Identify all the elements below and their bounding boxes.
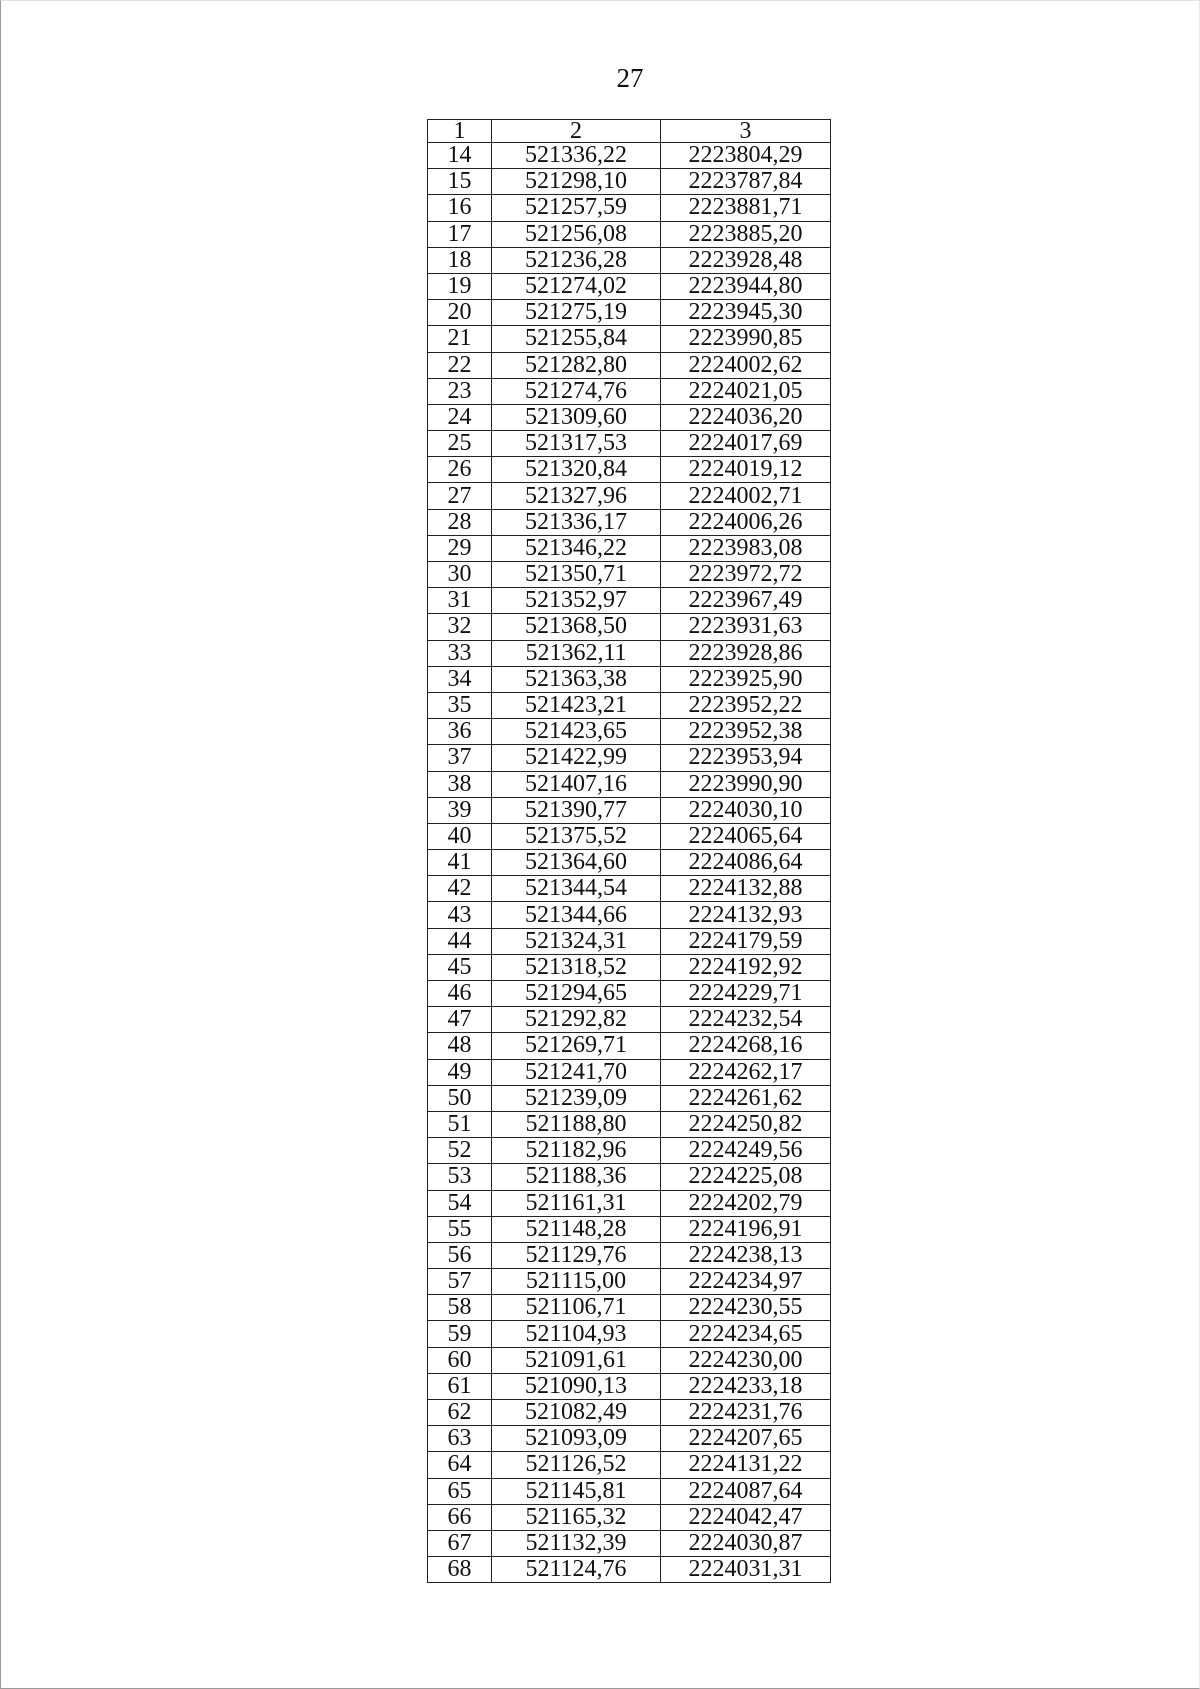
cell-point-number: 21 xyxy=(428,326,492,352)
cell-point-number: 51 xyxy=(428,1111,492,1137)
cell-y: 2224021,05 xyxy=(661,378,831,404)
table-row xyxy=(428,457,831,483)
cell-point-number: 63 xyxy=(428,1426,492,1452)
table-row xyxy=(428,1426,831,1452)
cell-point-number: 26 xyxy=(428,457,492,483)
table-header-row xyxy=(428,120,831,143)
table-row xyxy=(428,1478,831,1504)
cell-x: 521275,19 xyxy=(492,300,661,326)
cell-point-number: 16 xyxy=(428,195,492,221)
cell-y: 2224179,59 xyxy=(661,928,831,954)
cell-point-number: 46 xyxy=(428,981,492,1007)
cell-y: 2224192,92 xyxy=(661,954,831,980)
table-row xyxy=(428,1504,831,1530)
table-row xyxy=(428,692,831,718)
cell-y: 2224019,12 xyxy=(661,457,831,483)
table-row xyxy=(428,1007,831,1033)
cell-x: 521362,11 xyxy=(492,640,661,666)
cell-x: 521161,31 xyxy=(492,1190,661,1216)
cell-x: 521188,36 xyxy=(492,1164,661,1190)
cell-x: 521236,28 xyxy=(492,247,661,273)
table-row xyxy=(428,404,831,430)
table-row xyxy=(428,823,831,849)
cell-x: 521124,76 xyxy=(492,1557,661,1583)
cell-y: 2224006,26 xyxy=(661,509,831,535)
cell-y: 2224249,56 xyxy=(661,1138,831,1164)
cell-y: 2223945,30 xyxy=(661,300,831,326)
table-row xyxy=(428,1321,831,1347)
cell-point-number: 53 xyxy=(428,1164,492,1190)
cell-y: 2224231,76 xyxy=(661,1400,831,1426)
cell-y: 2223972,72 xyxy=(661,562,831,588)
table-row xyxy=(428,1190,831,1216)
cell-x: 521145,81 xyxy=(492,1478,661,1504)
cell-point-number: 45 xyxy=(428,954,492,980)
cell-y: 2224036,20 xyxy=(661,404,831,430)
cell-y: 2223944,80 xyxy=(661,273,831,299)
cell-point-number: 48 xyxy=(428,1033,492,1059)
table-row xyxy=(428,771,831,797)
table-row xyxy=(428,588,831,614)
header-cell-x: 2 xyxy=(492,120,661,143)
cell-point-number: 56 xyxy=(428,1242,492,1268)
table-row xyxy=(428,1295,831,1321)
cell-point-number: 14 xyxy=(428,143,492,169)
cell-x: 521165,32 xyxy=(492,1504,661,1530)
table-row xyxy=(428,247,831,273)
cell-y: 2223967,49 xyxy=(661,588,831,614)
cell-point-number: 36 xyxy=(428,719,492,745)
cell-point-number: 15 xyxy=(428,169,492,195)
cell-x: 521104,93 xyxy=(492,1321,661,1347)
cell-x: 521368,50 xyxy=(492,614,661,640)
table-row xyxy=(428,273,831,299)
cell-y: 2224225,08 xyxy=(661,1164,831,1190)
table-row xyxy=(428,1216,831,1242)
cell-point-number: 54 xyxy=(428,1190,492,1216)
cell-point-number: 33 xyxy=(428,640,492,666)
page-number: 27 xyxy=(616,63,644,93)
cell-x: 521390,77 xyxy=(492,797,661,823)
header-cell-y: 3 xyxy=(661,120,831,143)
cell-y: 2224086,64 xyxy=(661,850,831,876)
cell-y: 2224234,97 xyxy=(661,1269,831,1295)
cell-x: 521318,52 xyxy=(492,954,661,980)
table-row xyxy=(428,954,831,980)
cell-point-number: 41 xyxy=(428,850,492,876)
cell-x: 521320,84 xyxy=(492,457,661,483)
cell-x: 521336,17 xyxy=(492,509,661,535)
cell-y: 2224261,62 xyxy=(661,1085,831,1111)
cell-point-number: 30 xyxy=(428,562,492,588)
cell-point-number: 50 xyxy=(428,1085,492,1111)
table-row xyxy=(428,431,831,457)
cell-x: 521309,60 xyxy=(492,404,661,430)
cell-y: 2224196,91 xyxy=(661,1216,831,1242)
cell-point-number: 23 xyxy=(428,378,492,404)
cell-x: 521082,49 xyxy=(492,1400,661,1426)
cell-point-number: 39 xyxy=(428,797,492,823)
cell-point-number: 52 xyxy=(428,1138,492,1164)
table-row xyxy=(428,640,831,666)
cell-x: 521375,52 xyxy=(492,823,661,849)
cell-x: 521256,08 xyxy=(492,221,661,247)
table-row xyxy=(428,902,831,928)
table-row xyxy=(428,562,831,588)
cell-x: 521188,80 xyxy=(492,1111,661,1137)
table-row xyxy=(428,483,831,509)
cell-y: 2223885,20 xyxy=(661,221,831,247)
table-row xyxy=(428,1242,831,1268)
cell-x: 521129,76 xyxy=(492,1242,661,1268)
cell-x: 521352,97 xyxy=(492,588,661,614)
table-row xyxy=(428,1059,831,1085)
cell-y: 2223990,85 xyxy=(661,326,831,352)
cell-x: 521090,13 xyxy=(492,1373,661,1399)
table-row xyxy=(428,326,831,352)
cell-x: 521294,65 xyxy=(492,981,661,1007)
cell-y: 2224031,31 xyxy=(661,1557,831,1583)
cell-x: 521257,59 xyxy=(492,195,661,221)
table-row xyxy=(428,719,831,745)
cell-point-number: 17 xyxy=(428,221,492,247)
cell-point-number: 24 xyxy=(428,404,492,430)
cell-x: 521324,31 xyxy=(492,928,661,954)
cell-point-number: 32 xyxy=(428,614,492,640)
cell-y: 2223952,38 xyxy=(661,719,831,745)
cell-point-number: 44 xyxy=(428,928,492,954)
cell-x: 521422,99 xyxy=(492,745,661,771)
table-row xyxy=(428,1452,831,1478)
table-body xyxy=(428,143,831,1583)
cell-point-number: 27 xyxy=(428,483,492,509)
cell-x: 521336,22 xyxy=(492,143,661,169)
table-row xyxy=(428,352,831,378)
table-row xyxy=(428,195,831,221)
table-row xyxy=(428,745,831,771)
table-row xyxy=(428,666,831,692)
table-row xyxy=(428,1111,831,1137)
cell-x: 521282,80 xyxy=(492,352,661,378)
coordinates-table xyxy=(427,119,831,1583)
cell-point-number: 58 xyxy=(428,1295,492,1321)
table-row xyxy=(428,614,831,640)
cell-y: 2223787,84 xyxy=(661,169,831,195)
table-row xyxy=(428,850,831,876)
cell-y: 2224234,65 xyxy=(661,1321,831,1347)
cell-y: 2224207,65 xyxy=(661,1426,831,1452)
cell-y: 2224250,82 xyxy=(661,1111,831,1137)
cell-y: 2224229,71 xyxy=(661,981,831,1007)
table-row xyxy=(428,221,831,247)
cell-x: 521241,70 xyxy=(492,1059,661,1085)
cell-x: 521423,21 xyxy=(492,692,661,718)
table-row xyxy=(428,535,831,561)
cell-point-number: 61 xyxy=(428,1373,492,1399)
cell-point-number: 68 xyxy=(428,1557,492,1583)
cell-y: 2224232,54 xyxy=(661,1007,831,1033)
cell-x: 521423,65 xyxy=(492,719,661,745)
cell-x: 521344,54 xyxy=(492,876,661,902)
cell-y: 2224131,22 xyxy=(661,1452,831,1478)
table-row xyxy=(428,1347,831,1373)
cell-y: 2224087,64 xyxy=(661,1478,831,1504)
cell-x: 521298,10 xyxy=(492,169,661,195)
cell-y: 2224132,93 xyxy=(661,902,831,928)
table-row xyxy=(428,981,831,1007)
cell-x: 521239,09 xyxy=(492,1085,661,1111)
cell-point-number: 19 xyxy=(428,273,492,299)
table-row xyxy=(428,169,831,195)
cell-point-number: 38 xyxy=(428,771,492,797)
cell-point-number: 65 xyxy=(428,1478,492,1504)
cell-y: 2223990,90 xyxy=(661,771,831,797)
cell-y: 2224233,18 xyxy=(661,1373,831,1399)
cell-point-number: 49 xyxy=(428,1059,492,1085)
cell-y: 2223952,22 xyxy=(661,692,831,718)
cell-point-number: 25 xyxy=(428,431,492,457)
table-row xyxy=(428,1138,831,1164)
cell-y: 2223804,29 xyxy=(661,143,831,169)
cell-y: 2224268,16 xyxy=(661,1033,831,1059)
table-row xyxy=(428,1557,831,1583)
cell-point-number: 66 xyxy=(428,1504,492,1530)
cell-point-number: 34 xyxy=(428,666,492,692)
cell-y: 2224238,13 xyxy=(661,1242,831,1268)
cell-x: 521350,71 xyxy=(492,562,661,588)
cell-y: 2223983,08 xyxy=(661,535,831,561)
table-row xyxy=(428,378,831,404)
cell-y: 2224065,64 xyxy=(661,823,831,849)
table-row xyxy=(428,1373,831,1399)
cell-x: 521407,16 xyxy=(492,771,661,797)
cell-y: 2224030,10 xyxy=(661,797,831,823)
table-row xyxy=(428,509,831,535)
cell-y: 2223953,94 xyxy=(661,745,831,771)
table-row xyxy=(428,1164,831,1190)
cell-point-number: 60 xyxy=(428,1347,492,1373)
cell-x: 521364,60 xyxy=(492,850,661,876)
cell-point-number: 67 xyxy=(428,1530,492,1556)
cell-point-number: 57 xyxy=(428,1269,492,1295)
cell-x: 521274,02 xyxy=(492,273,661,299)
cell-point-number: 47 xyxy=(428,1007,492,1033)
header-cell-point-number: 1 xyxy=(428,120,492,143)
cell-y: 2224202,79 xyxy=(661,1190,831,1216)
table-row xyxy=(428,928,831,954)
cell-point-number: 22 xyxy=(428,352,492,378)
table-row xyxy=(428,1530,831,1556)
cell-y: 2223931,63 xyxy=(661,614,831,640)
table-row xyxy=(428,1085,831,1111)
cell-point-number: 62 xyxy=(428,1400,492,1426)
cell-point-number: 59 xyxy=(428,1321,492,1347)
table-row xyxy=(428,1033,831,1059)
cell-y: 2224017,69 xyxy=(661,431,831,457)
cell-point-number: 35 xyxy=(428,692,492,718)
cell-y: 2224230,55 xyxy=(661,1295,831,1321)
cell-x: 521132,39 xyxy=(492,1530,661,1556)
cell-y: 2223925,90 xyxy=(661,666,831,692)
cell-point-number: 42 xyxy=(428,876,492,902)
cell-point-number: 37 xyxy=(428,745,492,771)
cell-x: 521344,66 xyxy=(492,902,661,928)
cell-y: 2223881,71 xyxy=(661,195,831,221)
table-row xyxy=(428,300,831,326)
cell-x: 521115,00 xyxy=(492,1269,661,1295)
cell-x: 521317,53 xyxy=(492,431,661,457)
cell-x: 521093,09 xyxy=(492,1426,661,1452)
table-row xyxy=(428,143,831,169)
table-row xyxy=(428,1269,831,1295)
cell-point-number: 43 xyxy=(428,902,492,928)
table-row xyxy=(428,876,831,902)
cell-y: 2224002,71 xyxy=(661,483,831,509)
cell-y: 2224030,87 xyxy=(661,1530,831,1556)
cell-x: 521106,71 xyxy=(492,1295,661,1321)
cell-y: 2223928,48 xyxy=(661,247,831,273)
cell-point-number: 20 xyxy=(428,300,492,326)
cell-point-number: 28 xyxy=(428,509,492,535)
cell-x: 521255,84 xyxy=(492,326,661,352)
cell-x: 521327,96 xyxy=(492,483,661,509)
cell-y: 2224132,88 xyxy=(661,876,831,902)
cell-point-number: 29 xyxy=(428,535,492,561)
cell-y: 2223928,86 xyxy=(661,640,831,666)
cell-x: 521269,71 xyxy=(492,1033,661,1059)
table-row xyxy=(428,1400,831,1426)
cell-x: 521363,38 xyxy=(492,666,661,692)
cell-x: 521148,28 xyxy=(492,1216,661,1242)
cell-y: 2224042,47 xyxy=(661,1504,831,1530)
cell-point-number: 55 xyxy=(428,1216,492,1242)
cell-point-number: 64 xyxy=(428,1452,492,1478)
cell-x: 521126,52 xyxy=(492,1452,661,1478)
cell-x: 521274,76 xyxy=(492,378,661,404)
cell-point-number: 31 xyxy=(428,588,492,614)
cell-y: 2224262,17 xyxy=(661,1059,831,1085)
cell-x: 521292,82 xyxy=(492,1007,661,1033)
cell-point-number: 40 xyxy=(428,823,492,849)
cell-y: 2224002,62 xyxy=(661,352,831,378)
cell-x: 521091,61 xyxy=(492,1347,661,1373)
cell-point-number: 18 xyxy=(428,247,492,273)
cell-x: 521346,22 xyxy=(492,535,661,561)
cell-x: 521182,96 xyxy=(492,1138,661,1164)
table-row xyxy=(428,797,831,823)
cell-y: 2224230,00 xyxy=(661,1347,831,1373)
